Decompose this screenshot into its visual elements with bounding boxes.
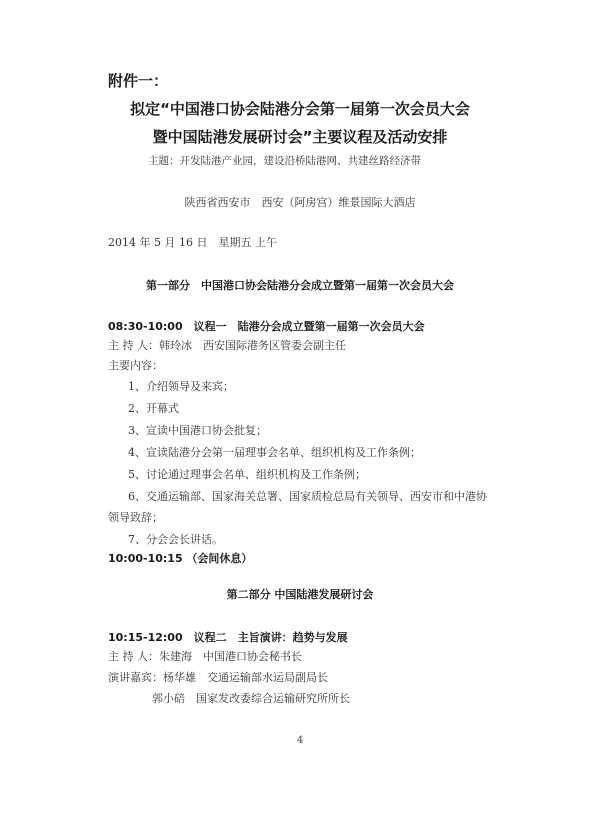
attachment-label: 附件一：	[108, 72, 169, 90]
break-text: 10:00-10:15 （会间休息）	[108, 552, 253, 565]
agenda-item: 4、宣读陆港分会第一届理事会名单、组织机构及工作条例；	[128, 446, 421, 459]
document-title-line1: 拟定“中国港口协会陆港分会第一届第一次会员大会	[130, 100, 470, 118]
agenda-item: 3、宣读中国港口协会批复；	[128, 424, 267, 437]
agenda-item: 1、介绍领导及来宾；	[128, 380, 234, 393]
document-title-line2: 暨中国陆港发展研讨会”主要议程及活动安排	[152, 128, 448, 146]
part1-host: 主 持 人：韩玲冰 西安国际港务区管委会副主任	[108, 339, 346, 352]
part1-content-label: 主要内容：	[108, 359, 163, 372]
part2-heading: 第二部分 中国陆港发展研讨会	[226, 588, 374, 601]
agenda-item: 7、分会会长讲话。	[128, 533, 223, 546]
theme-text: 主题：开发陆港产业园，建设沿桥陆港网、共建丝路经济带	[148, 155, 421, 167]
part1-session: 08:30-10:00 议程一 陆港分会成立暨第一届第一次会员大会	[108, 320, 425, 333]
agenda-item: 6、交通运输部、国家海关总署、国家质检总局有关领导、西安市和中港协	[128, 490, 487, 503]
part2-speaker: 演讲嘉宾：杨华雄 交通运输部水运局副局长	[108, 671, 328, 684]
part2-session: 10:15-12:00 议程二 主旨演讲：趋势与发展	[108, 631, 348, 644]
part1-heading: 第一部分 中国港口协会陆港分会成立暨第一届第一次会员大会	[146, 279, 454, 292]
part2-host: 主 持 人：朱建海 中国港口协会秘书长	[108, 650, 302, 663]
agenda-item: 5、讨论通过理事会名单、组织机构及工作条例；	[128, 468, 366, 481]
agenda-item: 2、开幕式	[128, 402, 179, 415]
agenda-item-continued: 领导致辞；	[108, 511, 163, 524]
part2-speaker: 郭小碚 国家发改委综合运输研究所所长	[152, 692, 350, 705]
page-number: 4	[296, 735, 304, 746]
date-text: 2014 年 5 月 16 日 星期五 上午	[108, 236, 277, 249]
venue-text: 陕西省西安市 西安（阿房宫）维景国际大酒店	[184, 196, 416, 209]
